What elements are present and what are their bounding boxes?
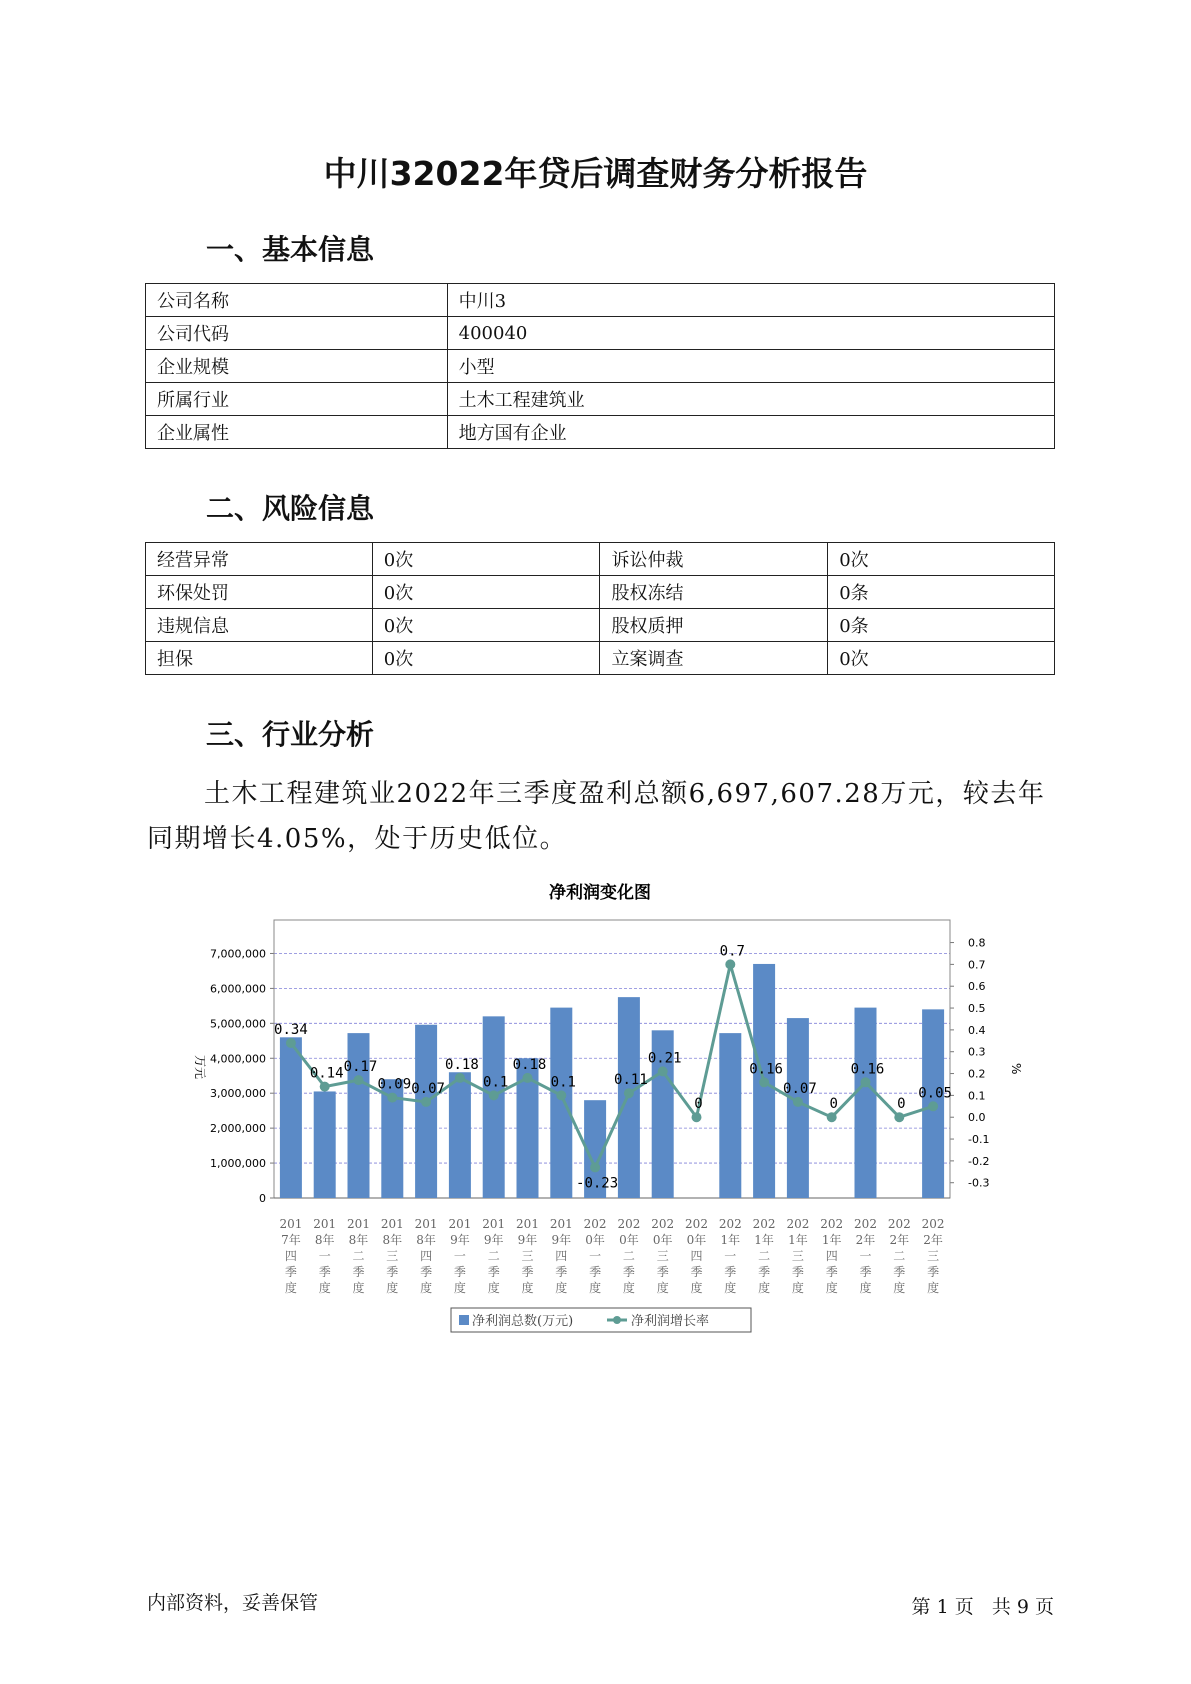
growth-rate-point <box>793 1097 803 1107</box>
x-tick-label: 201 <box>313 1217 337 1231</box>
bar <box>415 1025 437 1198</box>
data-label: 0.07 <box>411 1080 445 1097</box>
risk-value: 0次 <box>372 609 600 642</box>
x-tick-label: 三 <box>927 1249 940 1263</box>
x-tick-label: 202 <box>651 1217 675 1231</box>
x-tick-label: 度 <box>521 1281 534 1295</box>
x-tick-label: 2年 <box>923 1233 943 1247</box>
y2-tick-label: -0.3 <box>968 1176 990 1190</box>
x-tick-label: 201 <box>482 1217 506 1231</box>
x-tick-label: 季 <box>622 1265 635 1279</box>
x-tick-label: 202 <box>718 1217 742 1231</box>
growth-rate-point <box>354 1075 364 1085</box>
growth-rate-point <box>387 1093 397 1103</box>
y2-tick-label: 0.7 <box>968 958 986 972</box>
data-label: 0.34 <box>274 1021 308 1038</box>
bar <box>314 1091 336 1198</box>
bar <box>855 1008 877 1198</box>
y2-tick-label: -0.2 <box>968 1154 990 1168</box>
x-tick-label: 度 <box>487 1281 500 1295</box>
footer-confidential-note: 内部资料，妥善保管 <box>147 1592 319 1614</box>
bar <box>449 1072 471 1198</box>
x-tick-label: 二 <box>622 1249 635 1263</box>
y-tick-label: 5,000,000 <box>210 1017 266 1031</box>
x-tick-label: 202 <box>786 1217 810 1231</box>
y-tick-label: 7,000,000 <box>210 947 266 961</box>
x-tick-label: 9年 <box>517 1233 538 1247</box>
x-tick-label: 202 <box>854 1217 877 1231</box>
y-tick-label: 1,000,000 <box>210 1157 266 1171</box>
data-label: 0.21 <box>647 1050 682 1067</box>
x-tick-label: 2年 <box>889 1233 910 1247</box>
x-tick-label: 季 <box>555 1265 568 1279</box>
x-tick-label: 201 <box>549 1217 573 1231</box>
footer-page-number: 第 1 页 共 9 页 <box>911 1596 1054 1618</box>
field-value: 小型 <box>447 350 1054 383</box>
x-tick-label: 季 <box>284 1265 297 1279</box>
risk-value: 0次 <box>372 543 600 576</box>
x-tick-label: 202 <box>820 1217 844 1231</box>
x-tick-label: 0年 <box>652 1233 673 1247</box>
bar <box>787 1018 809 1198</box>
x-tick-label: 一 <box>859 1249 872 1263</box>
x-tick-label: 季 <box>656 1265 669 1279</box>
legend-bar-swatch <box>459 1315 469 1325</box>
x-tick-label: 9年 <box>450 1233 470 1247</box>
field-value: 400040 <box>447 317 1054 350</box>
section-heading-industry: 三、行业分析 <box>206 718 375 751</box>
x-tick-label: 二 <box>758 1249 771 1263</box>
data-label: 0.1 <box>483 1074 509 1091</box>
field-value: 中川3 <box>447 284 1054 317</box>
risk-label: 立案调查 <box>600 642 828 675</box>
x-tick-label: 二 <box>352 1249 365 1263</box>
risk-info-table <box>145 542 1055 675</box>
x-tick-label: 1年 <box>754 1233 774 1247</box>
growth-rate-point <box>894 1112 904 1122</box>
y2-tick-label: 0.8 <box>968 936 986 950</box>
risk-value: 0条 <box>828 576 1055 609</box>
risk-label: 担保 <box>146 642 373 675</box>
data-label: 0.11 <box>614 1072 648 1089</box>
data-label: 0 <box>829 1096 838 1113</box>
table-row <box>146 284 1055 317</box>
x-tick-label: 8年 <box>314 1233 335 1247</box>
x-tick-label: 度 <box>318 1281 331 1295</box>
x-tick-label: 度 <box>555 1281 568 1295</box>
x-tick-label: 四 <box>690 1249 703 1263</box>
x-tick-label: 9年 <box>551 1233 572 1247</box>
table-row <box>146 317 1055 350</box>
x-tick-label: 度 <box>622 1281 635 1295</box>
report-title: 中川32022年贷后调查财务分析报告 <box>323 154 868 193</box>
x-tick-label: 季 <box>927 1265 940 1279</box>
y-tick-label: 4,000,000 <box>210 1052 266 1066</box>
growth-rate-point <box>624 1088 634 1098</box>
table-row <box>146 576 1055 609</box>
x-tick-label: 四 <box>555 1249 568 1263</box>
x-tick-label: 2年 <box>855 1233 876 1247</box>
x-tick-label: 二 <box>893 1249 906 1263</box>
y2-tick-label: 0.1 <box>968 1089 986 1103</box>
x-tick-label: 季 <box>521 1265 534 1279</box>
x-tick-label: 8年 <box>348 1233 369 1247</box>
x-tick-label: 度 <box>859 1281 872 1295</box>
data-label: 0.1 <box>550 1074 576 1091</box>
growth-rate-point <box>827 1112 837 1122</box>
x-tick-label: 201 <box>380 1217 404 1231</box>
y-tick-label: 6,000,000 <box>210 982 266 996</box>
table-row <box>146 609 1055 642</box>
table-row <box>146 543 1055 576</box>
section-heading-risk-info: 二、风险信息 <box>206 492 375 525</box>
bar <box>348 1033 370 1198</box>
legend-line-label: 净利润增长率 <box>631 1314 710 1329</box>
risk-label: 违规信息 <box>146 609 373 642</box>
data-label: 0.05 <box>918 1085 952 1102</box>
x-tick-label: 度 <box>791 1281 804 1295</box>
x-tick-label: 季 <box>825 1265 838 1279</box>
y-axis-label: 万元 <box>193 1054 207 1080</box>
x-tick-label: 7年 <box>281 1233 301 1247</box>
basic-info-table <box>145 283 1055 449</box>
legend-line-marker <box>613 1316 621 1324</box>
risk-label: 经营异常 <box>146 543 373 576</box>
data-label: 0.18 <box>512 1056 547 1073</box>
x-tick-label: 一 <box>724 1249 737 1263</box>
risk-label: 环保处罚 <box>146 576 373 609</box>
industry-paragraph: 土木工程建筑业2022年三季度盈利总额6,697,607.28万元，较去年同期增长4.05%，处于历史低位。 <box>147 779 1046 854</box>
x-tick-label: 季 <box>589 1265 602 1279</box>
bar <box>280 1037 302 1198</box>
x-tick-label: 度 <box>453 1281 466 1295</box>
growth-rate-point <box>455 1073 465 1083</box>
x-tick-label: 三 <box>521 1249 534 1263</box>
growth-rate-point <box>286 1038 296 1048</box>
risk-value: 0次 <box>828 543 1055 576</box>
table-row <box>146 350 1055 383</box>
y-tick-label: 2,000,000 <box>210 1122 266 1136</box>
x-tick-label: 季 <box>859 1265 872 1279</box>
x-tick-label: 一 <box>318 1249 331 1263</box>
x-tick-label: 1年 <box>788 1233 808 1247</box>
x-tick-label: 四 <box>420 1249 433 1263</box>
field-label: 企业规模 <box>146 350 448 383</box>
x-tick-label: 季 <box>386 1265 399 1279</box>
y2-tick-label: 0.0 <box>968 1111 986 1125</box>
x-tick-label: 度 <box>825 1281 838 1295</box>
x-tick-label: 0年 <box>619 1233 639 1247</box>
net-profit-chart <box>180 880 1060 1350</box>
x-tick-label: 季 <box>690 1265 703 1279</box>
risk-value: 0次 <box>372 576 600 609</box>
x-tick-label: 三 <box>791 1249 804 1263</box>
growth-rate-point <box>928 1101 938 1111</box>
table-row <box>146 383 1055 416</box>
data-label: 0 <box>694 1096 703 1113</box>
x-tick-label: 201 <box>414 1217 438 1231</box>
risk-value: 0条 <box>828 609 1055 642</box>
chart-title: 净利润变化图 <box>549 883 651 903</box>
x-tick-label: 一 <box>589 1249 602 1263</box>
growth-rate-point <box>590 1162 600 1172</box>
data-label: 0.16 <box>749 1061 783 1078</box>
y-tick-label: 3,000,000 <box>210 1087 266 1101</box>
x-tick-label: 202 <box>583 1217 607 1231</box>
field-value: 土木工程建筑业 <box>447 383 1054 416</box>
growth-rate-point <box>523 1073 533 1083</box>
x-tick-label: 度 <box>386 1281 399 1295</box>
x-tick-label: 201 <box>279 1217 303 1231</box>
x-tick-label: 二 <box>487 1249 500 1263</box>
x-tick-label: 9年 <box>483 1233 504 1247</box>
y2-tick-label: 0.3 <box>968 1045 986 1059</box>
x-tick-label: 1年 <box>720 1233 741 1247</box>
x-tick-label: 0年 <box>585 1233 605 1247</box>
y2-tick-label: 0.2 <box>968 1067 986 1081</box>
x-tick-label: 季 <box>791 1265 804 1279</box>
x-tick-label: 季 <box>758 1265 771 1279</box>
x-tick-label: 季 <box>453 1265 466 1279</box>
x-tick-label: 季 <box>893 1265 906 1279</box>
bar <box>483 1016 505 1198</box>
data-label: 0.17 <box>343 1059 378 1076</box>
data-label: 0.18 <box>445 1056 479 1073</box>
y-tick-label: 0 <box>259 1192 266 1205</box>
x-tick-label: 度 <box>690 1281 703 1295</box>
y2-tick-label: -0.1 <box>968 1133 990 1147</box>
x-tick-label: 度 <box>656 1281 669 1295</box>
x-tick-label: 四 <box>825 1249 838 1263</box>
x-tick-label: 三 <box>656 1249 669 1263</box>
x-tick-label: 度 <box>589 1281 602 1295</box>
bar <box>719 1033 741 1198</box>
x-tick-label: 季 <box>487 1265 500 1279</box>
data-label: 0.7 <box>719 943 745 960</box>
x-tick-label: 季 <box>420 1265 433 1279</box>
risk-value: 0次 <box>828 642 1055 675</box>
y2-tick-label: 0.6 <box>968 980 986 994</box>
data-label: 0 <box>897 1096 906 1113</box>
x-tick-label: 0年 <box>686 1233 707 1247</box>
data-label: 0.14 <box>309 1065 344 1082</box>
x-tick-label: 202 <box>921 1217 945 1231</box>
field-value: 地方国有企业 <box>447 416 1054 449</box>
legend-bar-label: 净利润总数(万元) <box>472 1314 574 1329</box>
growth-rate-point <box>861 1077 871 1087</box>
x-tick-label: 202 <box>685 1217 708 1231</box>
x-tick-label: 一 <box>453 1249 466 1263</box>
growth-rate-point <box>556 1090 566 1100</box>
x-tick-label: 202 <box>752 1217 776 1231</box>
growth-rate-point <box>320 1082 330 1092</box>
x-tick-label: 季 <box>724 1265 737 1279</box>
data-label: -0.23 <box>576 1175 619 1192</box>
bar <box>550 1008 572 1198</box>
x-tick-label: 季 <box>318 1265 331 1279</box>
x-tick-label: 8年 <box>382 1233 403 1247</box>
x-tick-label: 度 <box>758 1281 771 1295</box>
data-label: 0.07 <box>783 1080 817 1097</box>
y2-tick-label: 0.5 <box>968 1002 986 1016</box>
y2-tick-label: 0.4 <box>968 1023 986 1037</box>
growth-rate-point <box>725 959 735 969</box>
field-label: 公司名称 <box>146 284 448 317</box>
x-tick-label: 季 <box>352 1265 365 1279</box>
growth-rate-point <box>489 1090 499 1100</box>
field-label: 所属行业 <box>146 383 448 416</box>
x-tick-label: 8年 <box>416 1233 436 1247</box>
x-tick-label: 度 <box>724 1281 737 1295</box>
x-tick-label: 度 <box>927 1281 940 1295</box>
growth-rate-point <box>759 1077 769 1087</box>
y2-axis-label: % <box>1009 1063 1023 1075</box>
growth-rate-point <box>421 1097 431 1107</box>
growth-rate-point <box>692 1112 702 1122</box>
data-label: 0.09 <box>377 1076 412 1093</box>
data-label: 0.16 <box>850 1061 885 1078</box>
table-row <box>146 416 1055 449</box>
section-heading-basic-info: 一、基本信息 <box>206 233 375 266</box>
x-tick-label: 202 <box>887 1217 911 1231</box>
x-tick-label: 三 <box>386 1249 399 1263</box>
x-tick-label: 201 <box>347 1217 370 1231</box>
field-label: 企业属性 <box>146 416 448 449</box>
risk-label: 股权冻结 <box>600 576 828 609</box>
x-tick-label: 1年 <box>821 1233 842 1247</box>
x-tick-label: 度 <box>893 1281 906 1295</box>
x-tick-label: 度 <box>284 1281 297 1295</box>
x-tick-label: 201 <box>448 1217 472 1231</box>
risk-label: 股权质押 <box>600 609 828 642</box>
risk-value: 0次 <box>372 642 600 675</box>
table-row <box>146 642 1055 675</box>
growth-rate-point <box>658 1066 668 1076</box>
x-tick-label: 度 <box>352 1281 365 1295</box>
field-label: 公司代码 <box>146 317 448 350</box>
x-tick-label: 度 <box>420 1281 433 1295</box>
risk-label: 诉讼仲裁 <box>600 543 828 576</box>
x-tick-label: 202 <box>617 1217 641 1231</box>
x-tick-label: 201 <box>516 1217 539 1231</box>
x-tick-label: 四 <box>284 1249 297 1263</box>
